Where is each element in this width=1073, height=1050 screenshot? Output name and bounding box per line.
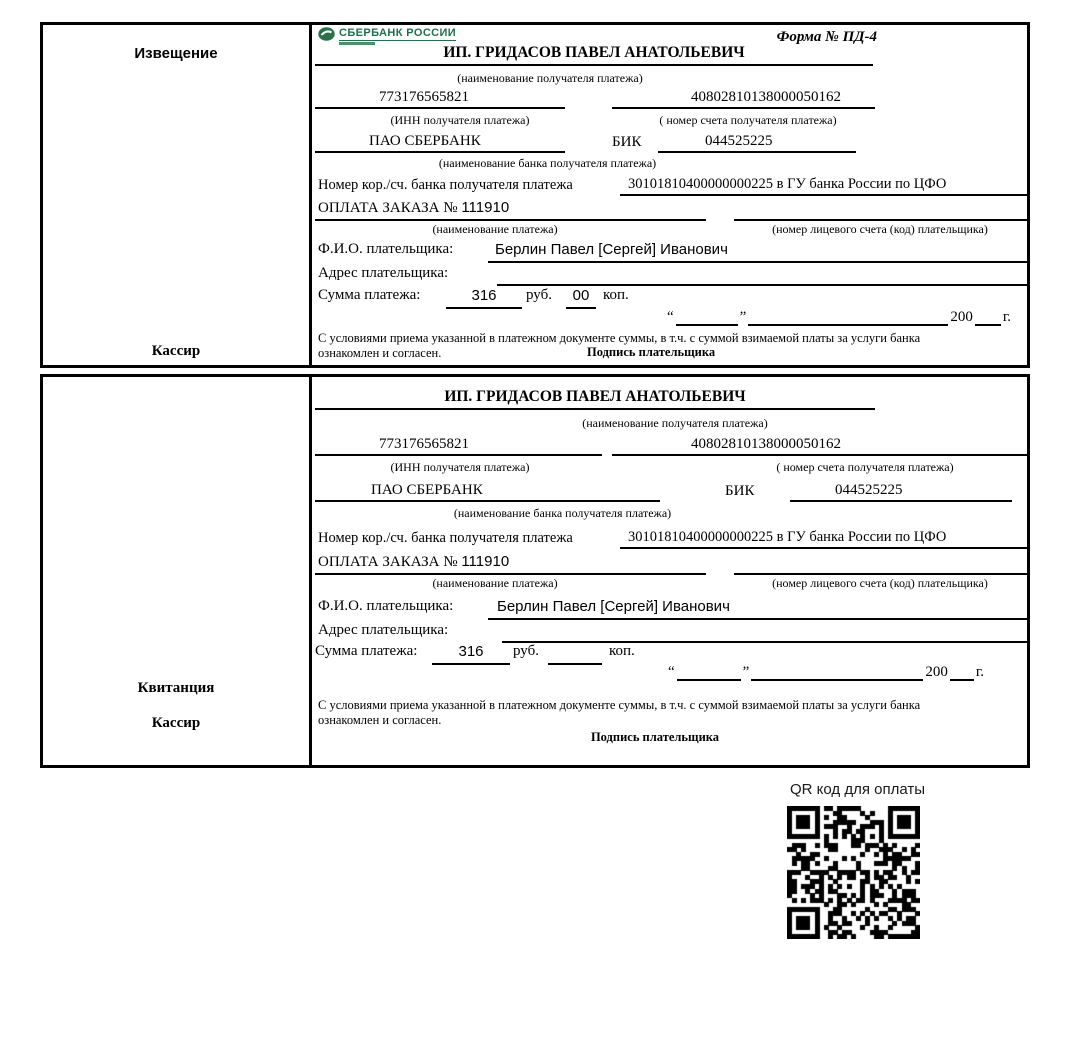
payer-address-field: [502, 620, 1027, 643]
corr-account-label: Номер кор./сч. банка получателя платежа: [318, 530, 573, 546]
rub-label: руб.: [513, 643, 539, 659]
amount-label: Сумма платежа:: [315, 643, 418, 659]
account-value: 40802810138000050162: [612, 88, 875, 109]
agreement-text-line1: С условиями приема указанной в платежном документе суммы, в т.ч. с суммой взимаемой платы за услуги банка: [318, 698, 921, 712]
payer-code-caption: (номер лицевого счета (код) плательщика): [772, 222, 988, 236]
notice-pane: [315, 25, 1027, 365]
cashier-label: Кассир: [151, 343, 201, 359]
notice-side-column: [43, 25, 312, 365]
payer-address-label: Адрес плательщика:: [318, 265, 449, 281]
inn-caption: (ИНН получателя платежа): [390, 113, 530, 127]
date-line: “ ” 200 г.: [668, 664, 985, 680]
payment-purpose: ОПЛАТА ЗАКАЗА № 111910: [315, 197, 706, 221]
recipient-name: ИП. ГРИДАСОВ ПАВЕЛ АНАТОЛЬЕВИЧ: [315, 388, 875, 410]
side-title: Извещение: [134, 45, 218, 62]
recipient-caption: (наименование получателя платежа): [457, 71, 643, 85]
recipient-caption: (наименование получателя платежа): [582, 416, 768, 430]
bank-caption: (наименование банка получателя платежа): [438, 156, 657, 170]
date-line: “ ” 200 г.: [667, 309, 1012, 325]
bank-caption: (наименование банка получателя платежа): [453, 506, 672, 520]
agreement-text-line2: ознакомлен и согласен.: [318, 713, 442, 727]
corr-account-value: 30101810400000000225 в ГУ банка России по ЦФО: [620, 528, 1027, 549]
purpose-caption: (наименование платежа): [432, 576, 558, 590]
bik-value: 044525225: [658, 132, 856, 153]
bik-label: БИК: [725, 483, 755, 499]
amount-value: 316: [432, 641, 510, 665]
inn-caption: (ИНН получателя платежа): [390, 460, 530, 474]
payer-code-field: [734, 197, 1027, 221]
logo-text: СБЕРБАНК РОССИИ: [339, 27, 457, 39]
inn-value: 773176565821: [315, 88, 565, 109]
agreement-text-line2: ознакомлен и согласен.: [318, 346, 442, 360]
payer-name-value: Берлин Павел [Сергей] Иванович: [488, 596, 1027, 620]
purpose-caption: (наименование платежа): [432, 222, 558, 236]
payer-code-field: [734, 551, 1027, 575]
side-title: Квитанция: [137, 680, 215, 696]
payer-code-caption: (номер лицевого счета (код) плательщика): [772, 576, 988, 590]
qr-caption: QR код для оплаты: [789, 781, 925, 798]
payment-purpose: ОПЛАТА ЗАКАЗА № 111910: [315, 551, 706, 575]
receipt-pane: [315, 377, 1027, 765]
qr-code: [787, 806, 920, 939]
order-number: 111910: [461, 199, 510, 216]
inn-value: 773176565821: [315, 435, 602, 456]
payer-name-label: Ф.И.О. плательщика:: [318, 241, 454, 257]
receipt-side-column: [43, 377, 312, 765]
corr-account-label: Номер кор./сч. банка получателя платежа: [318, 177, 573, 193]
sberbank-logo: [318, 27, 456, 45]
cashier-label: Кассир: [151, 715, 201, 731]
amount-value: 316: [446, 285, 522, 309]
account-caption: ( номер счета получателя платежа): [776, 460, 954, 474]
amount-label: Сумма платежа:: [318, 287, 421, 303]
rub-label: руб.: [526, 287, 552, 303]
account-value: 40802810138000050162: [612, 435, 1027, 456]
bank-name: ПАО СБЕРБАНК: [315, 481, 660, 502]
corr-account-value: 30101810400000000225 в ГУ банка России по ЦФО: [620, 175, 1027, 196]
payer-name-value: Берлин Павел [Сергей] Иванович: [488, 239, 1027, 263]
kop-value: 00: [566, 285, 596, 309]
bik-label: БИК: [612, 134, 642, 150]
signature-label: Подпись плательщика: [587, 345, 716, 359]
payer-address-field: [497, 263, 1027, 286]
kop-label: коп.: [609, 643, 635, 659]
order-number: 111910: [461, 553, 510, 570]
account-caption: ( номер счета получателя платежа): [659, 113, 837, 127]
bik-value: 044525225: [790, 481, 1012, 502]
agreement-text-line1: С условиями приема указанной в платежном документе суммы, в т.ч. с суммой взимаемой платы за услуги банка: [318, 331, 921, 345]
notice-section: [40, 22, 1030, 368]
signature-label: Подпись плательщика: [590, 730, 720, 744]
receipt-section: [40, 374, 1030, 768]
bank-name: ПАО СБЕРБАНК: [315, 132, 565, 153]
form-number: Форма № ПД-4: [776, 29, 877, 45]
payer-address-label: Адрес плательщика:: [318, 622, 449, 638]
sberbank-logo-icon: [318, 27, 335, 41]
recipient-name: ИП. ГРИДАСОВ ПАВЕЛ АНАТОЛЬЕВИЧ: [315, 44, 873, 66]
payer-name-label: Ф.И.О. плательщика:: [318, 598, 454, 614]
kop-value: [548, 641, 602, 665]
kop-label: коп.: [603, 287, 629, 303]
